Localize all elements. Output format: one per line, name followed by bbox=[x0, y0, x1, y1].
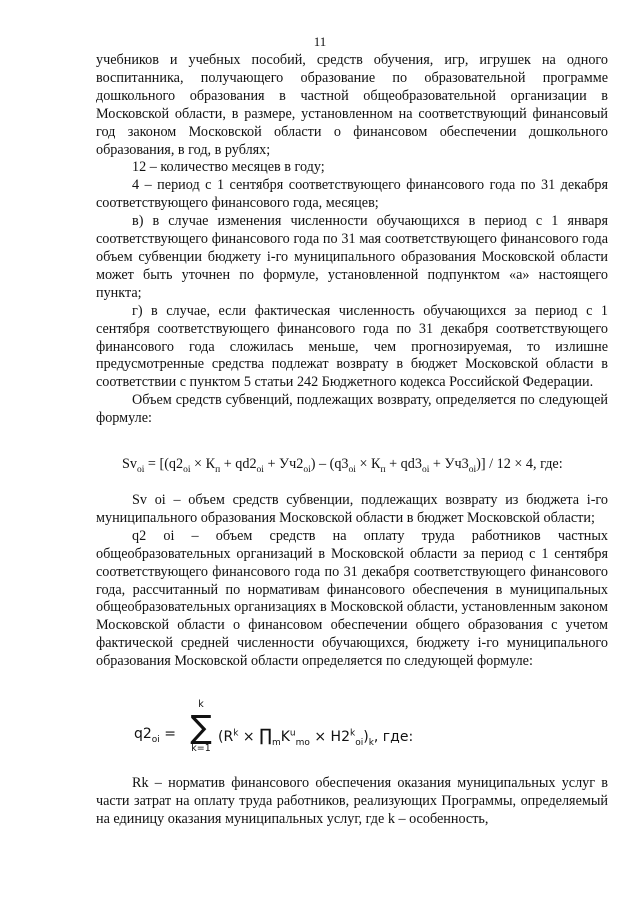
paragraph-subitem-g: г) в случае, если фактическая численность обучающихся за период с 1 сентября соответствующего финансового года по 31 декабря соответствующего финансового года сложилась меньше, чем прогнозируемая, то излишне предусмотренные средства подлежат возврату в бюджет Московской области в соответствии с пунктом 5 статьи 242 Бюджетного кодекса Российской Федерации. bbox=[96, 302, 608, 391]
formula-q2 bbox=[134, 700, 594, 770]
formula-sv: $Sv_{oi} = [(q2_{oi} \times К_п + qd2_{oi} + Уч2_{oi}) - (q3_{oi} \times К_п + qd3_{oi} + Уч3_{oi})] / 12 \times 4$, где: bbox=[122, 456, 563, 475]
paragraph-months: 12 – количество месяцев в году; bbox=[132, 159, 325, 176]
paragraph-period: 4 – период с 1 сентября соответствующего финансового года по 31 декабря соответствующего финансового года, месяцев; bbox=[96, 177, 608, 212]
formula-q2-lhs: $q2_{oi}$ = bbox=[134, 726, 176, 745]
paragraph-q2-definition: q2 oi – объем средств на оплату труда работников частных общеобразовательных организаций в Московской области за период с 1 сентября соответствующего финансового года по 31 декабря соответствующего финансового года, рассчитанный по нормативам финансового обеспечения в муниципальных общеобразовательных организациях в Московской области, установленным законом Московской области о финансовом обеспечении общего образования с учетом фактической средней численности обучающихся, бюджету i-го муниципального образования Московской области определяется по следующей формуле: bbox=[96, 527, 608, 670]
paragraph-refund-intro: Объем средств субвенций, подлежащих возврату, определяется по следующей формуле: bbox=[96, 392, 608, 427]
page-number: 11 bbox=[313, 34, 327, 49]
sigma-symbol: k ∑ k=1 bbox=[190, 699, 212, 754]
paragraph-continuation: учебников и учебных пособий, средств обучения, игр, игрушек на одного воспитанника, получающего образование по образовательной программе дошкольного образования в частной общеобразовательной организации в Московской области, в размере, установленном на соответствующий финансовый год законом Московской области о финансовом обеспечении дошкольного образования, в год, в рублях; bbox=[96, 52, 608, 158]
text-block-top bbox=[96, 52, 608, 428]
paragraph-rk-definition: Rk – норматив финансового обеспечения оказания муниципальных услуг в части затрат на оплату труда работников, реализующих Программы, определяемый на единицу оказания муниципальных услуг, где k – особенность, bbox=[96, 775, 608, 827]
paragraph-subitem-v: в) в случае изменения численности обучающихся в период с 1 января соответствующего финансового года по 31 мая соответствующего финансового года объем субвенции бюджету i-го муниципального образования Московской области может быть уточнен по формуле, установленной подпунктом «а» настоящего пункта; bbox=[96, 213, 608, 301]
text-block-bottom bbox=[96, 775, 608, 829]
paragraph-sv-definition: Sv oi – объем средств субвенции, подлежащих возврату из бюджета i-го муниципального образования Московской области в бюджет Московской области; bbox=[96, 492, 608, 526]
text-block-mid bbox=[96, 492, 608, 671]
formula-q2-rhs: ($R^k$ × $\prod_mK^u_{mo} \times H2^k_{oi})_k$, где: bbox=[218, 726, 414, 748]
